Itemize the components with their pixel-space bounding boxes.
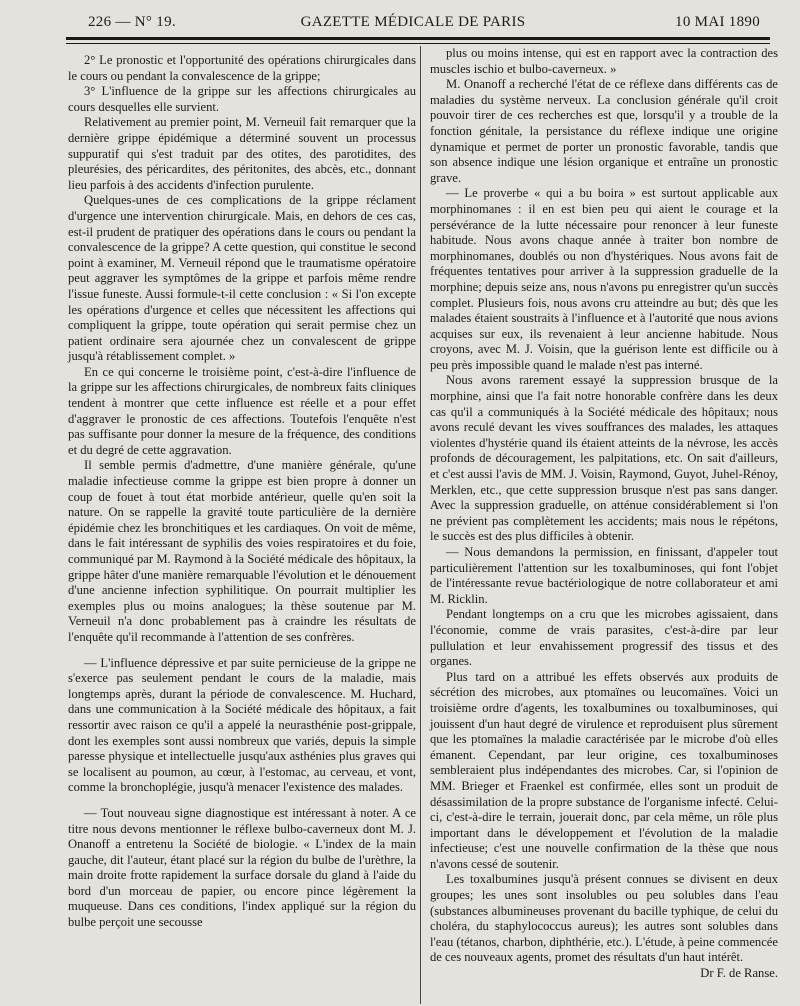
paragraph: 3° L'influence de la grippe sur les affections chirurgicales au cours desquelles elle survient. — [68, 84, 416, 114]
paragraph: — Nous demandons la permission, en finissant, d'appeler tout particulièrement l'attention sur les toxalbuminoses, qui font l'objet de l'intéressante revue bactériologique de notre collaborateur et ami M. Ricklin. — [430, 545, 778, 606]
journal-title: GAZETTE MÉDICALE DE PARIS — [300, 14, 526, 30]
paragraph: — Tout nouveau signe diagnostique est intéressant à noter. A ce titre nous devons mentionner le réflexe bulbo-caverneux dont M. J. Onanoff a entretenu la Société de biologie. « L'index de la main gauche, dit l'auteur, étant placé sur la région du bulbe de l'urèthre, la main droite frotte rapidement la surface dorsale du gland à l'aide du bord d'un morceau de papier, ou encore pince légèrement la muqueuse. Dans ces conditions, l'index appliqué sur la région du bulbe perçoit une secousse — [68, 805, 416, 930]
signature: Dr F. de Ranse. — [700, 966, 778, 981]
issue-date: 10 MAI 1890 — [675, 14, 760, 30]
paragraph: Relativement au premier point, M. Verneuil fait remarquer que la dernière grippe épidémique a déterminé souvent un processus suppuratif qui s'est traduit par des otites, des parotidites, des pleurésies, des péricardites, des péritonites, des abcès, etc., donnant lieu parfois à des accidents d'infection purulente. — [68, 115, 416, 192]
paragraph: Plus tard on a attribué les effets observés aux produits de sécrétion des microbes, aux ptomaïnes ou leucomaïnes. Voici un troisième ordre d'agents, les toxalbumines ou toxalbuminoses, qui jouissent d'un haut degré de virulence et reproduisent plus sûrement que les ptomaïnes la maladie caractérisée par le microbe d'où elles émanent. Cependant, par leur origine, ces toxalbuminoses sembleraient plus indépendantes des microbes. Car, si l'opinion de MM. Brieger et Fraenkel est confirmée, elles sont un produit de désassimilation de la propre substance de l'organisme infecté. Celui-ci, c'est-à-dire le terrain, jouerait donc, par cela même, un rôle plus important dans le développement et l'évolution de la maladie infectieuse; c'est une nouvelle confirmation de la thèse que nous n'avons cessé de soutenir. — [430, 669, 778, 871]
paragraph: Pendant longtemps on a cru que les microbes agissaient, dans l'économie, comme de vrais parasites, c'est-à-dire par leur pullulation et leur envahissement progressif des tissus et des organes. — [430, 607, 778, 669]
left-column — [68, 53, 416, 931]
column-divider — [420, 46, 421, 1004]
paragraph: M. Onanoff a recherché l'état de ce réflexe dans différents cas de maladies du système nerveux. La conclusion générale qu'il croit pouvoir tirer de ces recherches est que, lorsqu'il y a trouble de la fonction génitale, la persistance du réflexe indique une origine dynamique et permet de porter un pronostic favorable, tandis que son absence indique une lésion organique et entraîne un pronostic grave. — [430, 77, 778, 185]
paragraph: Il semble permis d'admettre, d'une manière générale, qu'une maladie infectieuse comme la grippe est bien propre à donner un coup de fouet à tout état morbide antérieur, quelle qu'en soit la nature. On se rappelle la gravité toute particulière de la dernière épidémie chez les bronchitiques et les cardiaques. On voit de même, dans le fait intéressant de syphilis des voies respiratoires et du foie, communiqué par M. Raymond à la Société médicale des hôpitaux, la grippe hâter d'une manière remarquable l'évolution et le dénouement d'une ancienne infection syphilitique. On pourrait multiplier les exemples plus ou moins analogues; la thèse soutenue par M. Verneuil n'a donc probablement pas à craindre les résultats de l'enquête qu'il recommande à l'attention de ses confrères. — [68, 458, 416, 644]
paragraph: 2° Le pronostic et l'opportunité des opérations chirurgicales dans le cours ou pendant la convalescence de la grippe; — [68, 53, 416, 83]
paragraph: Quelques-unes de ces complications de la grippe réclament d'urgence une intervention chirurgicale. Mais, en dehors de ces cas, est-il prudent de pratiquer des opérations dans le cours ou pendant la convalescence de la grippe? A cette question, qui constitue le second point à examiner, M. Verneuil répond que le traumatisme opératoire peut aggraver les symptômes de la grippe et parfois même rendre l'issue funeste. Aussi formule-t-il cette conclusion : « Si l'on excepte les opérations d'urgence et celles que nécessitent les affections qui compliquent la grippe, toute opération qui serait permise chez un patient ordinaire sera ajournée chez un convalescent de grippe jusqu'à rétablissement complet. » — [68, 193, 416, 364]
page-header — [66, 10, 760, 34]
paragraph: plus ou moins intense, qui est en rapport avec la contraction des muscles ischio et bulbo-caverneux. » — [430, 46, 778, 76]
paragraph: Les toxalbumines jusqu'à présent connues se divisent en deux groupes; les unes sont insolubles ou peu solubles dans l'eau (substances albumineuses provenant du bacille typhique, de celui du choléra, du staphylococcus aureus); les autres sont solubles dans l'eau (tétanos, charbon, diphthérie, etc.). L'étude, à peine commencée de ces nouveaux agents, promet des résultats d'un haut intérêt. — [430, 872, 778, 965]
paragraph: En ce qui concerne le troisième point, c'est-à-dire l'influence de la grippe sur les affections chirurgicales, de nombreux faits cliniques tendent à montrer que cette influence est réelle et a pour effet d'aggraver le pronostic de ces affections. Toutefois l'enquête n'est pas suffisante pour donner la mesure de la fréquence, des conditions et du degré de cette aggravation. — [68, 364, 416, 457]
header-rule — [66, 37, 770, 44]
paragraph: Nous avons rarement essayé la suppression brusque de la morphine, ainsi que l'a fait notre honorable confrère dans les deux cas qu'il a communiqués à la Société médicale des hôpitaux; nous avons reculé devant les vives souffrances des malades, les attaques violentes d'hystérie quand ils étaient atteints de la névrose, les accès profonds de découragement, les palpitations, etc. On sait d'ailleurs, et c'est aussi l'avis de MM. J. Voisin, Raymond, Guyot, Juhel-Rénoy, Merklen, etc., que cette suppression brusque n'est pas sans danger. Avec la suppression graduelle, on atténue considérablement si l'on ne prévient pas complètement les accidents; mais nous le répétons, le succès est des plus difficiles à obtenir. — [430, 373, 778, 544]
paragraph: — L'influence dépressive et par suite pernicieuse de la grippe ne s'exerce pas seulement pendant le cours de la maladie, mais longtemps après, durant la période de convalescence. M. Huchard, dans une communication à la Société médicale des hôpitaux, a fait ressortir avec raison ce qu'il a appelé la neurasthénie post-grippale, dont les exemples sont aussi nombreux que variés, depuis la simple paresse physique et intellectuelle jusqu'aux asthénies plus graves qui se localisent au poumon, au cœur, à l'estomac, au cerveau, et vont, comme la bronchoplégie, jusqu'à menacer l'existence des malades. — [68, 655, 416, 795]
paragraph: — Le proverbe « qui a bu boira » est surtout applicable aux morphinomanes : il en est bien peu qui aient le courage et la persévérance de la lutte nécessaire pour renoncer à leur funeste habitude. Nous avons chaque année à traiter bon nombre de morphinomanes, doublés ou non d'hystériques. Nous avons fait de fréquentes tentatives pour arriver à la suppression graduelle de la morphine; depuis seize ans, nous n'avons pu enregistrer qu'un succès complet. Plusieurs fois, nous avons cru atteindre au but; dès que les malades étaient soustraits à l'influence et à l'autorité que nous avions acquises sur eux, ils revenaient à leur ancienne habitude. Nous croyons, avec M. J. Voisin, que la guérison lente est difficile ou à peu près impossible quand le malade n'est pas interné. — [430, 186, 778, 372]
page-number: 226 — N° 19. — [88, 14, 176, 30]
right-column — [430, 46, 778, 982]
